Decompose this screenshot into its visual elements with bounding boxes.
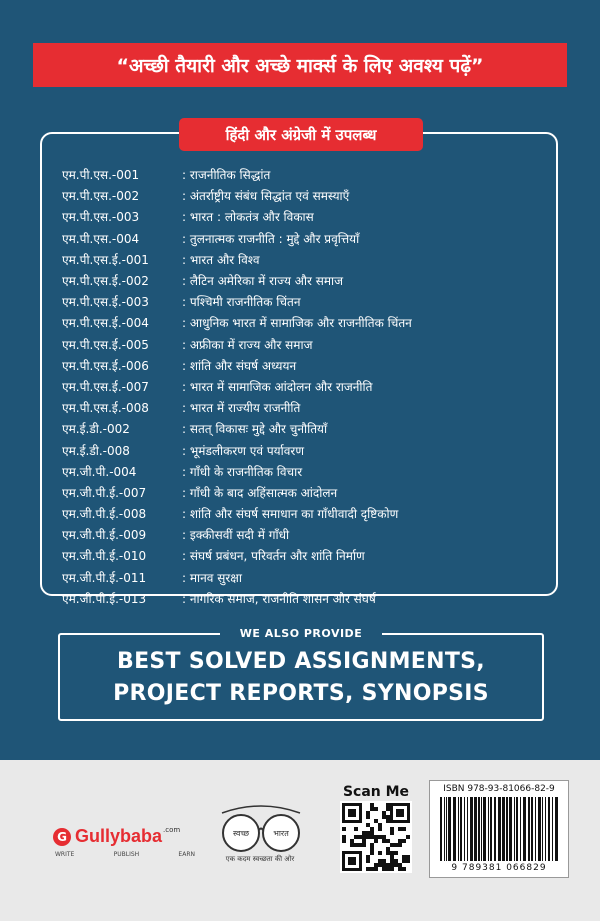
course-title: : आधुनिक भारत में सामाजिक और राजनीतिक चिंतन bbox=[182, 316, 412, 331]
course-code: एम.जी.पी.-004 bbox=[62, 464, 137, 479]
provide-section bbox=[58, 623, 544, 733]
course-row bbox=[62, 545, 542, 566]
course-title: : तुलनात्मक राजनीति : मुद्दे और प्रवृत्तियाँ bbox=[182, 231, 360, 246]
course-row bbox=[62, 249, 542, 270]
tagline-write: WRITE bbox=[55, 851, 75, 858]
course-title: : सतत् विकासः मुद्दे और चुनौतियाँ bbox=[182, 422, 328, 437]
course-code: एम.पी.एस.ई.-008 bbox=[62, 401, 149, 416]
course-code: एम.पी.एस.ई.-005 bbox=[62, 337, 149, 352]
banner-text: “अच्छी तैयारी और अच्छे मार्क्स के लिए अवश्य पढ़ें” bbox=[116, 55, 484, 77]
course-code: एम.ई.डी.-008 bbox=[62, 443, 130, 458]
scan-label: Scan Me bbox=[342, 784, 410, 800]
course-row bbox=[62, 312, 542, 333]
language-badge-text: हिंदी और अंग्रेजी में उपलब्ध bbox=[225, 125, 377, 144]
course-row bbox=[62, 503, 542, 524]
course-code: एम.पी.एस.ई.-002 bbox=[62, 274, 149, 289]
course-row bbox=[62, 185, 542, 206]
publisher-domain: .com bbox=[163, 826, 181, 834]
course-row bbox=[62, 588, 542, 609]
course-title: : शांति और संघर्ष समाधान का गाँधीवादी दृष्टिकोण bbox=[182, 507, 399, 522]
language-badge bbox=[179, 118, 423, 151]
course-code: एम.पी.एस.-003 bbox=[62, 210, 140, 225]
course-title: : गाँधी के बाद अहिंसात्मक आंदोलन bbox=[182, 485, 338, 500]
course-row bbox=[62, 228, 542, 249]
course-row bbox=[62, 567, 542, 588]
course-row bbox=[62, 439, 542, 460]
course-code: एम.जी.पी.ई.-007 bbox=[62, 485, 147, 500]
course-title: : नागरिक समाज, राजनीति शासन और संघर्ष bbox=[182, 591, 376, 606]
course-title: : अंतर्राष्ट्रीय संबंध सिद्धांत एवं समस्याएँ bbox=[182, 189, 350, 204]
course-row bbox=[62, 291, 542, 312]
course-code: एम.पी.एस.ई.-004 bbox=[62, 316, 149, 331]
course-list bbox=[62, 164, 542, 609]
course-row bbox=[62, 334, 542, 355]
publisher-logo-mark: G bbox=[53, 828, 71, 846]
course-row bbox=[62, 206, 542, 227]
course-title: : भारत में सामाजिक आंदोलन और राजनीति bbox=[182, 379, 373, 394]
publisher-tagline bbox=[55, 851, 195, 858]
course-code: एम.जी.पी.ई.-011 bbox=[62, 570, 147, 585]
course-title: : भारत में राज्यीय राजनीति bbox=[182, 401, 301, 416]
course-row bbox=[62, 418, 542, 439]
course-code: एम.पी.एस.ई.-003 bbox=[62, 295, 149, 310]
tagline-banner bbox=[33, 43, 567, 87]
course-title: : पश्चिमी राजनीतिक चिंतन bbox=[182, 295, 301, 310]
provide-label: WE ALSO PROVIDE bbox=[220, 623, 382, 643]
qr-code-icon[interactable] bbox=[340, 801, 412, 873]
course-row bbox=[62, 355, 542, 376]
course-row bbox=[62, 376, 542, 397]
course-row bbox=[62, 482, 542, 503]
provide-box bbox=[58, 633, 544, 721]
course-code: एम.जी.पी.ई.-010 bbox=[62, 549, 147, 564]
course-title: : भारत और विश्व bbox=[182, 252, 260, 267]
course-row bbox=[62, 164, 542, 185]
provide-line-2: PROJECT REPORTS, SYNOPSIS bbox=[113, 681, 489, 706]
course-row bbox=[62, 270, 542, 291]
isbn-box bbox=[429, 780, 569, 878]
course-row bbox=[62, 397, 542, 418]
course-code: एम.पी.एस.ई.-007 bbox=[62, 379, 149, 394]
course-title: : गाँधी के राजनीतिक विचार bbox=[182, 464, 303, 479]
swachh-caption: एक कदम स्वच्छता की ओर bbox=[225, 855, 295, 863]
tagline-publish: PUBLISH bbox=[113, 851, 140, 858]
course-code: एम.जी.पी.ई.-008 bbox=[62, 507, 147, 522]
course-title: : अफ्रीका में राज्य और समाज bbox=[182, 337, 313, 352]
isbn-number: 9 789381 066829 bbox=[451, 863, 547, 873]
course-title: : भारत : लोकतंत्र और विकास bbox=[182, 210, 314, 225]
barcode-icon bbox=[438, 797, 560, 861]
publisher-name: Gullybaba bbox=[75, 826, 163, 846]
isbn-label: ISBN 978-93-81066-82-9 bbox=[443, 784, 555, 794]
course-code: एम.पी.एस.-001 bbox=[62, 168, 140, 183]
course-code: एम.जी.पी.ई.-013 bbox=[62, 591, 147, 606]
course-title: : शांति और संघर्ष अध्ययन bbox=[182, 358, 297, 373]
course-code: एम.पी.एस.ई.-001 bbox=[62, 252, 149, 267]
course-code: एम.पी.एस.ई.-006 bbox=[62, 358, 149, 373]
course-code: एम.पी.एस.-002 bbox=[62, 189, 140, 204]
swachh-right-text: भारत bbox=[273, 829, 289, 838]
gandhi-glasses-icon bbox=[212, 803, 310, 863]
course-title: : भूमंडलीकरण एवं पर्यावरण bbox=[182, 443, 305, 458]
course-row bbox=[62, 524, 542, 545]
course-code: एम.पी.एस.-004 bbox=[62, 231, 140, 246]
course-title: : संघर्ष प्रबंधन, परिवर्तन और शांति निर्माण bbox=[182, 549, 365, 564]
course-title: : मानव सुरक्षा bbox=[182, 570, 243, 585]
provide-line-1: BEST SOLVED ASSIGNMENTS, bbox=[117, 649, 485, 674]
course-code: एम.जी.पी.ई.-009 bbox=[62, 528, 147, 543]
course-title: : लैटिन अमेरिका में राज्य और समाज bbox=[182, 274, 344, 289]
publisher-logo bbox=[53, 826, 180, 847]
course-code: एम.ई.डी.-002 bbox=[62, 422, 130, 437]
course-title: : इक्कीसवीं सदी में गाँधी bbox=[182, 528, 290, 543]
course-row bbox=[62, 461, 542, 482]
swachh-left-text: स्वच्छ bbox=[232, 829, 250, 838]
tagline-earn: EARN bbox=[178, 851, 195, 858]
course-title: : राजनीतिक सिद्धांत bbox=[182, 168, 271, 183]
